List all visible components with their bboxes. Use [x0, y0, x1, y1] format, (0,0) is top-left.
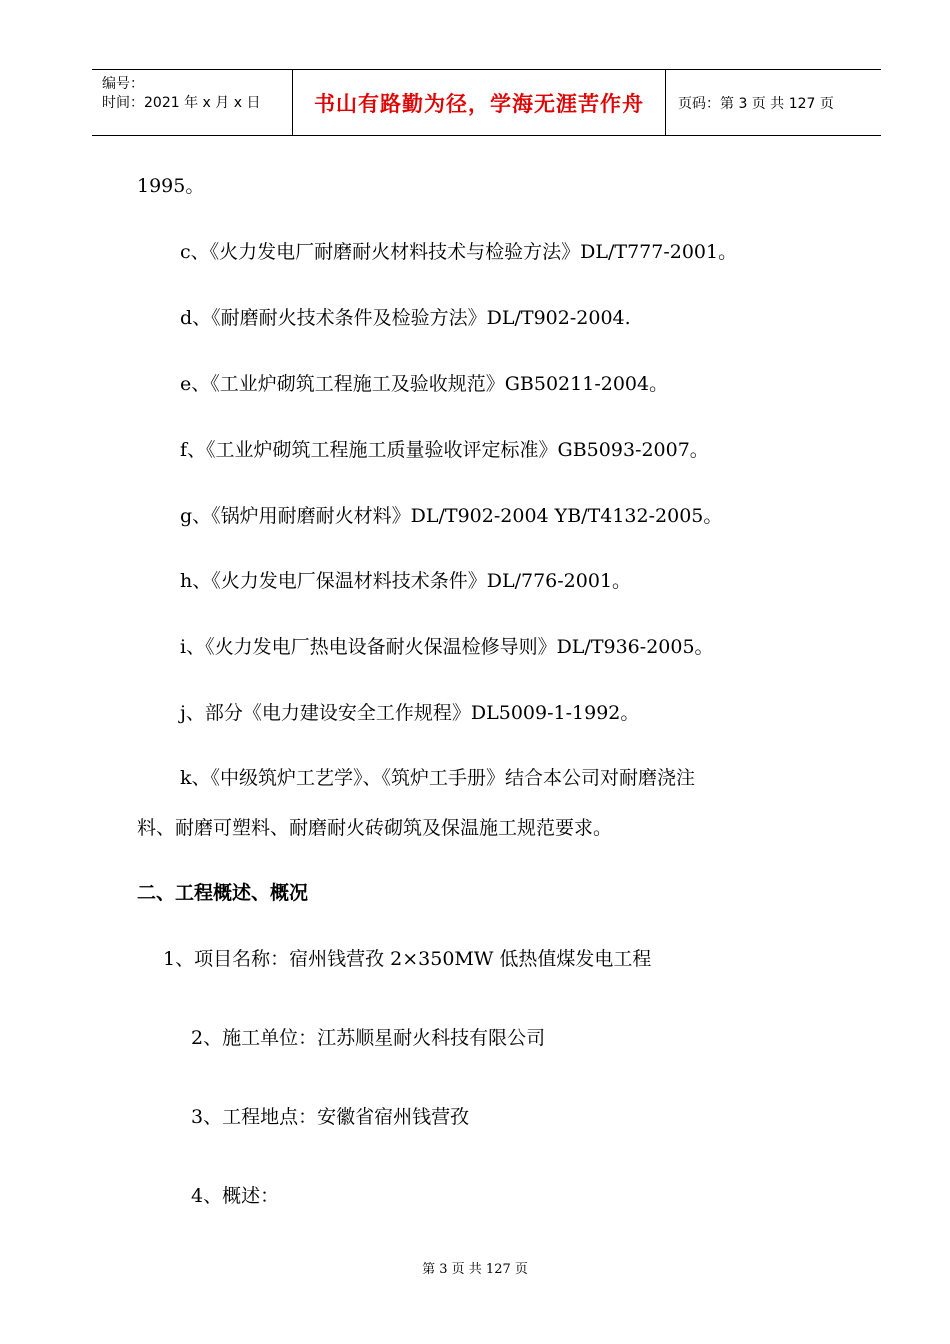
section-heading: 二、工程概述、概况	[137, 882, 309, 904]
overview-item-contractor: 2、施工单位：江苏顺星耐火科技有限公司	[191, 1027, 546, 1049]
page-header	[92, 69, 881, 136]
reference-item-d: d、《耐磨耐火技术条件及检验方法》DL/T902-2004.	[180, 307, 631, 329]
reference-item-k: k、《中级筑炉工艺学》、《筑炉工手册》结合本公司对耐磨浇注	[180, 767, 696, 789]
header-motto: 书山有路勤为径，学海无涯苦作舟	[293, 70, 666, 135]
reference-item-j: j、部分《电力建设安全工作规程》DL5009-1-1992。	[180, 702, 640, 724]
reference-item-e: e、《工业炉砌筑工程施工及验收规范》GB50211-2004。	[180, 373, 669, 395]
page-footer: 第 3 页 共 127 页	[422, 1262, 528, 1277]
reference-item-f: f、《工业炉砌筑工程施工质量验收评定标准》GB5093-2007。	[180, 439, 709, 461]
reference-item-g: g、《锅炉用耐磨耐火材料》DL/T902-2004 YB/T4132-2005。	[180, 505, 723, 527]
body-line: 1995。	[137, 175, 205, 197]
reference-item-i: i、《火力发电厂热电设备耐火保温检修导则》DL/T936-2005。	[180, 636, 714, 658]
header-page-info: 页码：第 3 页 共 127 页	[678, 95, 834, 112]
header-number-label: 编号：	[102, 76, 144, 92]
reference-item-h: h、《火力发电厂保温材料技术条件》DL/776-2001。	[180, 570, 632, 592]
reference-item-k-continued: 料、耐磨可塑料、耐磨耐火砖砌筑及保温施工规范要求。	[137, 817, 613, 839]
header-meta-cell	[92, 70, 293, 135]
header-time-label: 时间：2021 年 x 月 x 日	[102, 95, 261, 111]
overview-item-summary: 4、概述：	[191, 1185, 280, 1207]
overview-item-location: 3、工程地点：安徽省宿州钱营孜	[191, 1106, 470, 1128]
reference-item-c: c、《火力发电厂耐磨耐火材料技术与检验方法》DL/T777-2001。	[180, 241, 738, 263]
overview-item-project-name: 1、项目名称：宿州钱营孜 2×350MW 低热值煤发电工程	[163, 948, 652, 970]
